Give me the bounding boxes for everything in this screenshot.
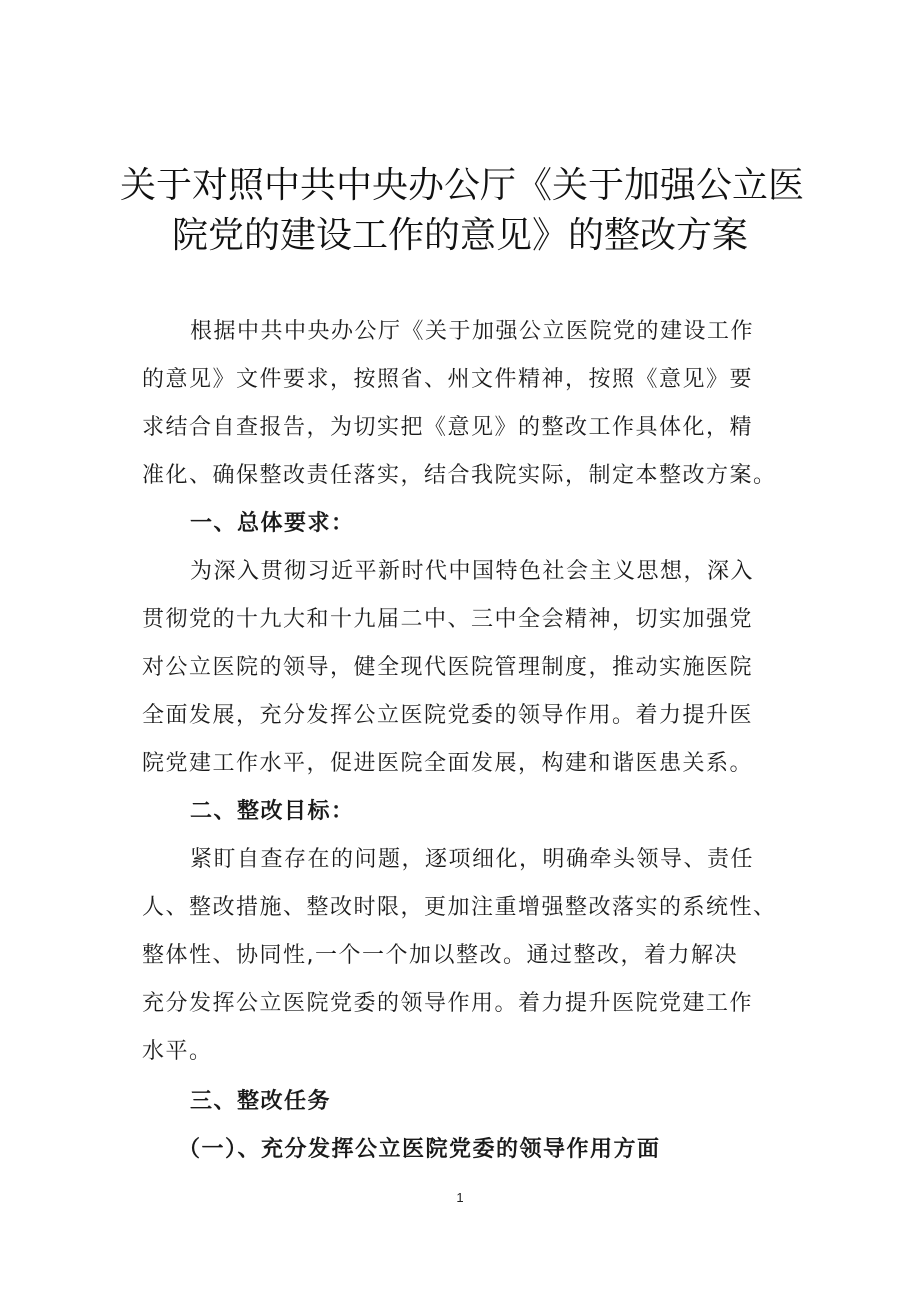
- section1-paragraph-line: 贯彻党的十九大和十九届二中、三中全会精神，切实加强党: [142, 607, 754, 632]
- section-heading-rectification-goals: 二、整改目标：: [190, 799, 355, 824]
- document-title-line-1: 关于对照中共中央办公厅《关于加强公立医: [120, 165, 805, 206]
- document-title-line-2: 院党的建设工作的意见》的整改方案: [171, 215, 748, 256]
- section-heading-rectification-tasks: 三、整改任务: [190, 1089, 332, 1114]
- section1-paragraph-line: 为深入贯彻习近平新时代中国特色社会主义思想，深入: [190, 559, 755, 584]
- intro-paragraph-line: 的意见》文件要求，按照省、州文件精神，按照《意见》要: [142, 367, 754, 392]
- section-heading-general-requirements: 一、总体要求：: [190, 511, 355, 536]
- section1-paragraph-line: 院党建工作水平，促进医院全面发展，构建和谐医患关系。: [142, 751, 754, 776]
- section2-paragraph-line: 充分发挥公立医院党委的领导作用。着力提升医院党建工作: [142, 991, 754, 1016]
- subsection-heading: （一）、充分发挥公立医院党委的领导作用方面: [178, 1137, 661, 1162]
- intro-paragraph-line: 求结合自查报告，为切实把《意见》的整改工作具体化，精: [142, 415, 754, 440]
- section2-paragraph-line: 整体性、协同性,一个一个加以整改。通过整改，着力解决: [142, 943, 738, 968]
- section2-paragraph-line: 水平。: [142, 1039, 213, 1064]
- section1-paragraph-line: 全面发展，充分发挥公立医院党委的领导作用。着力提升医: [142, 703, 754, 728]
- page-number: 1: [456, 1190, 464, 1205]
- section2-paragraph-line: 紧盯自查存在的问题，逐项细化，明确牵头领导、责任: [190, 847, 755, 872]
- intro-paragraph-line: 根据中共中央办公厅《关于加强公立医院党的建设工作: [190, 319, 755, 344]
- section2-paragraph-line: 人、整改措施、整改时限，更加注重增强整改落实的系统性、: [142, 895, 777, 920]
- section1-paragraph-line: 对公立医院的领导，健全现代医院管理制度，推动实施医院: [142, 655, 754, 680]
- intro-paragraph-line: 准化、确保整改责任落实，结合我院实际，制定本整改方案。: [142, 463, 777, 488]
